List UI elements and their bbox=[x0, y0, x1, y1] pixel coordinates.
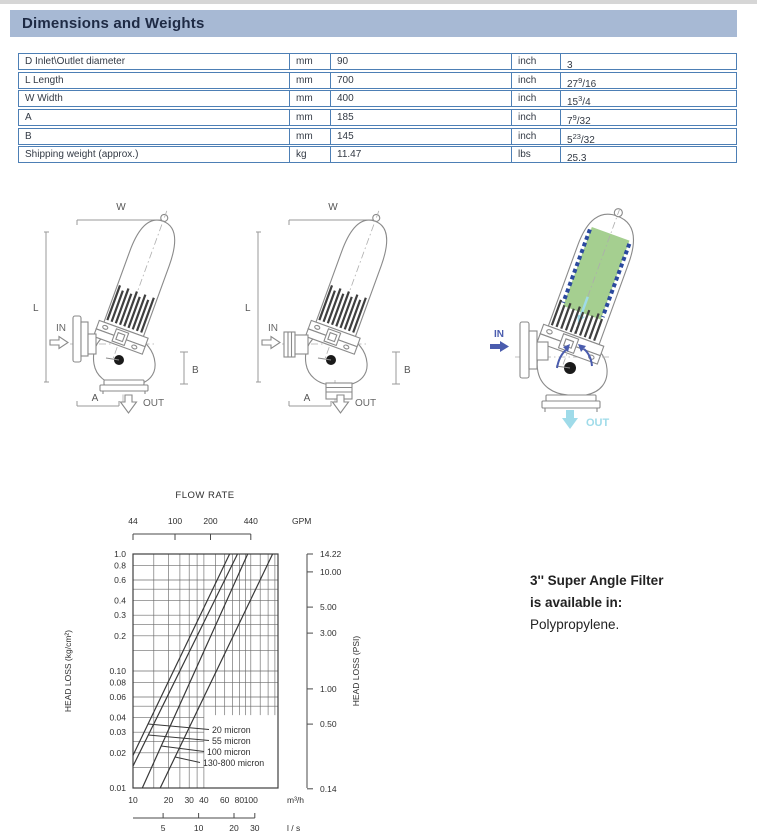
metric-unit: mm bbox=[290, 91, 331, 106]
inlet-flange bbox=[520, 322, 529, 378]
ls-tick: 30 bbox=[250, 823, 260, 833]
inlet-neck bbox=[88, 334, 96, 354]
gpm-tick: 44 bbox=[128, 516, 138, 526]
y-right-tick: 14.22 bbox=[320, 549, 342, 559]
gpm-tick: 100 bbox=[167, 516, 183, 526]
row-label: L Length bbox=[19, 73, 290, 88]
imperial-unit: inch bbox=[512, 54, 561, 69]
x-tick: 80 bbox=[234, 795, 245, 805]
outlet-flange bbox=[104, 380, 144, 385]
filter-drawing-flanged bbox=[22, 194, 227, 434]
gpm-tick: 200 bbox=[203, 516, 218, 526]
ls-tick: 20 bbox=[229, 823, 239, 833]
gpm-unit: GPM bbox=[292, 516, 312, 526]
row-label: A bbox=[19, 110, 290, 125]
metric-value: 185 bbox=[331, 110, 512, 125]
y-left-tick: 0.08 bbox=[109, 677, 126, 688]
outlet-label: OUT bbox=[586, 417, 610, 429]
metric-unit: mm bbox=[290, 54, 331, 69]
y-left-tick: 0.06 bbox=[109, 692, 126, 702]
in-arrow-icon bbox=[50, 337, 68, 349]
row-label: W Width bbox=[19, 91, 290, 106]
metric-value: 90 bbox=[331, 54, 512, 69]
y-left-tick: 0.04 bbox=[109, 712, 126, 723]
metric-value: 11.47 bbox=[331, 147, 512, 162]
imperial-value: $7^9/32$ bbox=[567, 113, 591, 126]
metric-value: 400 bbox=[331, 91, 512, 106]
table-row bbox=[18, 109, 737, 126]
series-leader bbox=[148, 735, 209, 741]
imperial-unit: lbs bbox=[512, 147, 561, 162]
outlet-flange bbox=[546, 395, 596, 401]
ls-tick: 5 bbox=[160, 823, 166, 833]
ls-tick: 10 bbox=[193, 823, 204, 833]
y-right-tick: 10.00 bbox=[320, 566, 342, 577]
series-label: 55 micron bbox=[212, 736, 251, 746]
inlet-label: IN bbox=[268, 323, 278, 334]
filter-drawing-cutaway bbox=[460, 194, 705, 439]
inlet-coupling bbox=[284, 332, 295, 357]
dim-label-w: W bbox=[116, 202, 126, 213]
y-right-tick: 5.00 bbox=[320, 602, 337, 613]
y-left-tick: 0.4 bbox=[114, 595, 126, 606]
y-left-tick: 1.0 bbox=[114, 549, 126, 559]
imperial-value: 3 bbox=[567, 60, 573, 69]
series-label: 100 micron bbox=[207, 747, 251, 757]
dim-label-w: W bbox=[328, 202, 338, 213]
y-left-tick: 0.3 bbox=[114, 610, 126, 621]
y-left-tick: 0.01 bbox=[109, 783, 126, 793]
dim-label-b: B bbox=[404, 365, 411, 376]
y-left-tick: 0.03 bbox=[109, 727, 126, 738]
metric-unit: kg bbox=[290, 147, 331, 162]
section-title: Dimensions and Weights bbox=[22, 15, 205, 32]
dim-label-a: A bbox=[91, 393, 99, 404]
in-arrow-icon bbox=[262, 337, 280, 349]
table-row bbox=[18, 146, 737, 163]
gpm-tick: 440 bbox=[243, 516, 258, 526]
imperial-value: 25.3 bbox=[567, 153, 587, 163]
dim-label-l: L bbox=[245, 303, 251, 314]
y-right-axis-label: HEAD LOSS (PSI) bbox=[351, 635, 361, 707]
dim-label-b: B bbox=[192, 365, 199, 376]
note-line-1: 3'' Super Angle Filter bbox=[530, 573, 664, 588]
row-label: D Inlet\Outlet diameter bbox=[19, 54, 290, 69]
x-tick: 100 bbox=[243, 795, 258, 805]
dimensions-table bbox=[18, 53, 737, 165]
inlet-label: IN bbox=[494, 329, 504, 340]
imperial-value: $5^{23}/32$ bbox=[567, 131, 595, 144]
flow-rate-chart-svg bbox=[55, 478, 475, 840]
table-row bbox=[18, 128, 737, 145]
imperial-unit: inch bbox=[512, 91, 561, 106]
table-row bbox=[18, 53, 737, 70]
y-left-tick: 0.02 bbox=[109, 747, 126, 758]
imperial-unit: inch bbox=[512, 73, 561, 88]
outlet-label: OUT bbox=[143, 398, 165, 409]
imperial-value: $15^3/4$ bbox=[567, 94, 591, 107]
dim-bracket-l bbox=[44, 232, 49, 382]
dim-bracket-l bbox=[256, 232, 261, 382]
out-arrow-icon bbox=[562, 410, 578, 429]
y-left-tick: 0.2 bbox=[114, 630, 126, 641]
x-tick: 20 bbox=[163, 795, 174, 805]
x-tick: 10 bbox=[128, 795, 138, 805]
availability-note bbox=[530, 570, 740, 636]
metric-value: 145 bbox=[331, 129, 512, 144]
in-arrow-icon bbox=[490, 341, 509, 352]
imperial-unit: inch bbox=[512, 129, 561, 144]
dim-bracket-b bbox=[180, 352, 188, 384]
dim-label-a: A bbox=[303, 393, 311, 404]
outlet-label: OUT bbox=[355, 398, 377, 409]
filter-drawing-threaded bbox=[234, 194, 439, 434]
series-label: 130-800 micron bbox=[203, 758, 265, 768]
y-right-tick: 3.00 bbox=[320, 628, 337, 639]
y-left-tick: 0.8 bbox=[114, 560, 126, 571]
inlet-flange bbox=[73, 316, 81, 362]
y-left-axis-label: HEAD LOSS (kg/cm²) bbox=[63, 629, 73, 713]
imperial-unit: inch bbox=[512, 110, 561, 125]
imperial-value: $27^9/16$ bbox=[567, 75, 597, 88]
row-label: B bbox=[19, 129, 290, 144]
ls-unit: l / s bbox=[287, 823, 301, 833]
x-tick: 30 bbox=[184, 795, 194, 805]
table-row bbox=[18, 90, 737, 107]
note-line-2: is available in: bbox=[530, 595, 623, 610]
y-right-tick: 1.00 bbox=[320, 683, 337, 694]
series-leader bbox=[161, 746, 204, 752]
series-leader bbox=[148, 724, 209, 730]
y-right-tick: 0.50 bbox=[320, 719, 337, 730]
note-line-3: Polypropylene. bbox=[530, 617, 620, 632]
dim-label-l: L bbox=[33, 303, 39, 314]
dim-bracket-b bbox=[392, 352, 400, 384]
y-left-tick: 0.10 bbox=[109, 666, 126, 676]
y-right-tick: 0.14 bbox=[320, 783, 337, 794]
chart-title: FLOW RATE bbox=[175, 490, 235, 501]
section-header bbox=[10, 10, 737, 37]
x-tick: 60 bbox=[219, 795, 230, 805]
metric-unit: mm bbox=[290, 110, 331, 125]
inlet-label: IN bbox=[56, 323, 66, 334]
x-unit: m³/h bbox=[287, 795, 304, 805]
series-leader bbox=[175, 757, 200, 763]
flow-rate-chart bbox=[55, 478, 475, 840]
metric-value: 700 bbox=[331, 73, 512, 88]
x-tick: 40 bbox=[199, 795, 209, 805]
row-label: Shipping weight (approx.) bbox=[19, 147, 290, 162]
metric-unit: mm bbox=[290, 73, 331, 88]
y-left-tick: 0.6 bbox=[114, 575, 126, 585]
series-label: 20 micron bbox=[212, 725, 251, 735]
page-edge-strip bbox=[0, 0, 757, 4]
table-row bbox=[18, 72, 737, 89]
metric-unit: mm bbox=[290, 129, 331, 144]
